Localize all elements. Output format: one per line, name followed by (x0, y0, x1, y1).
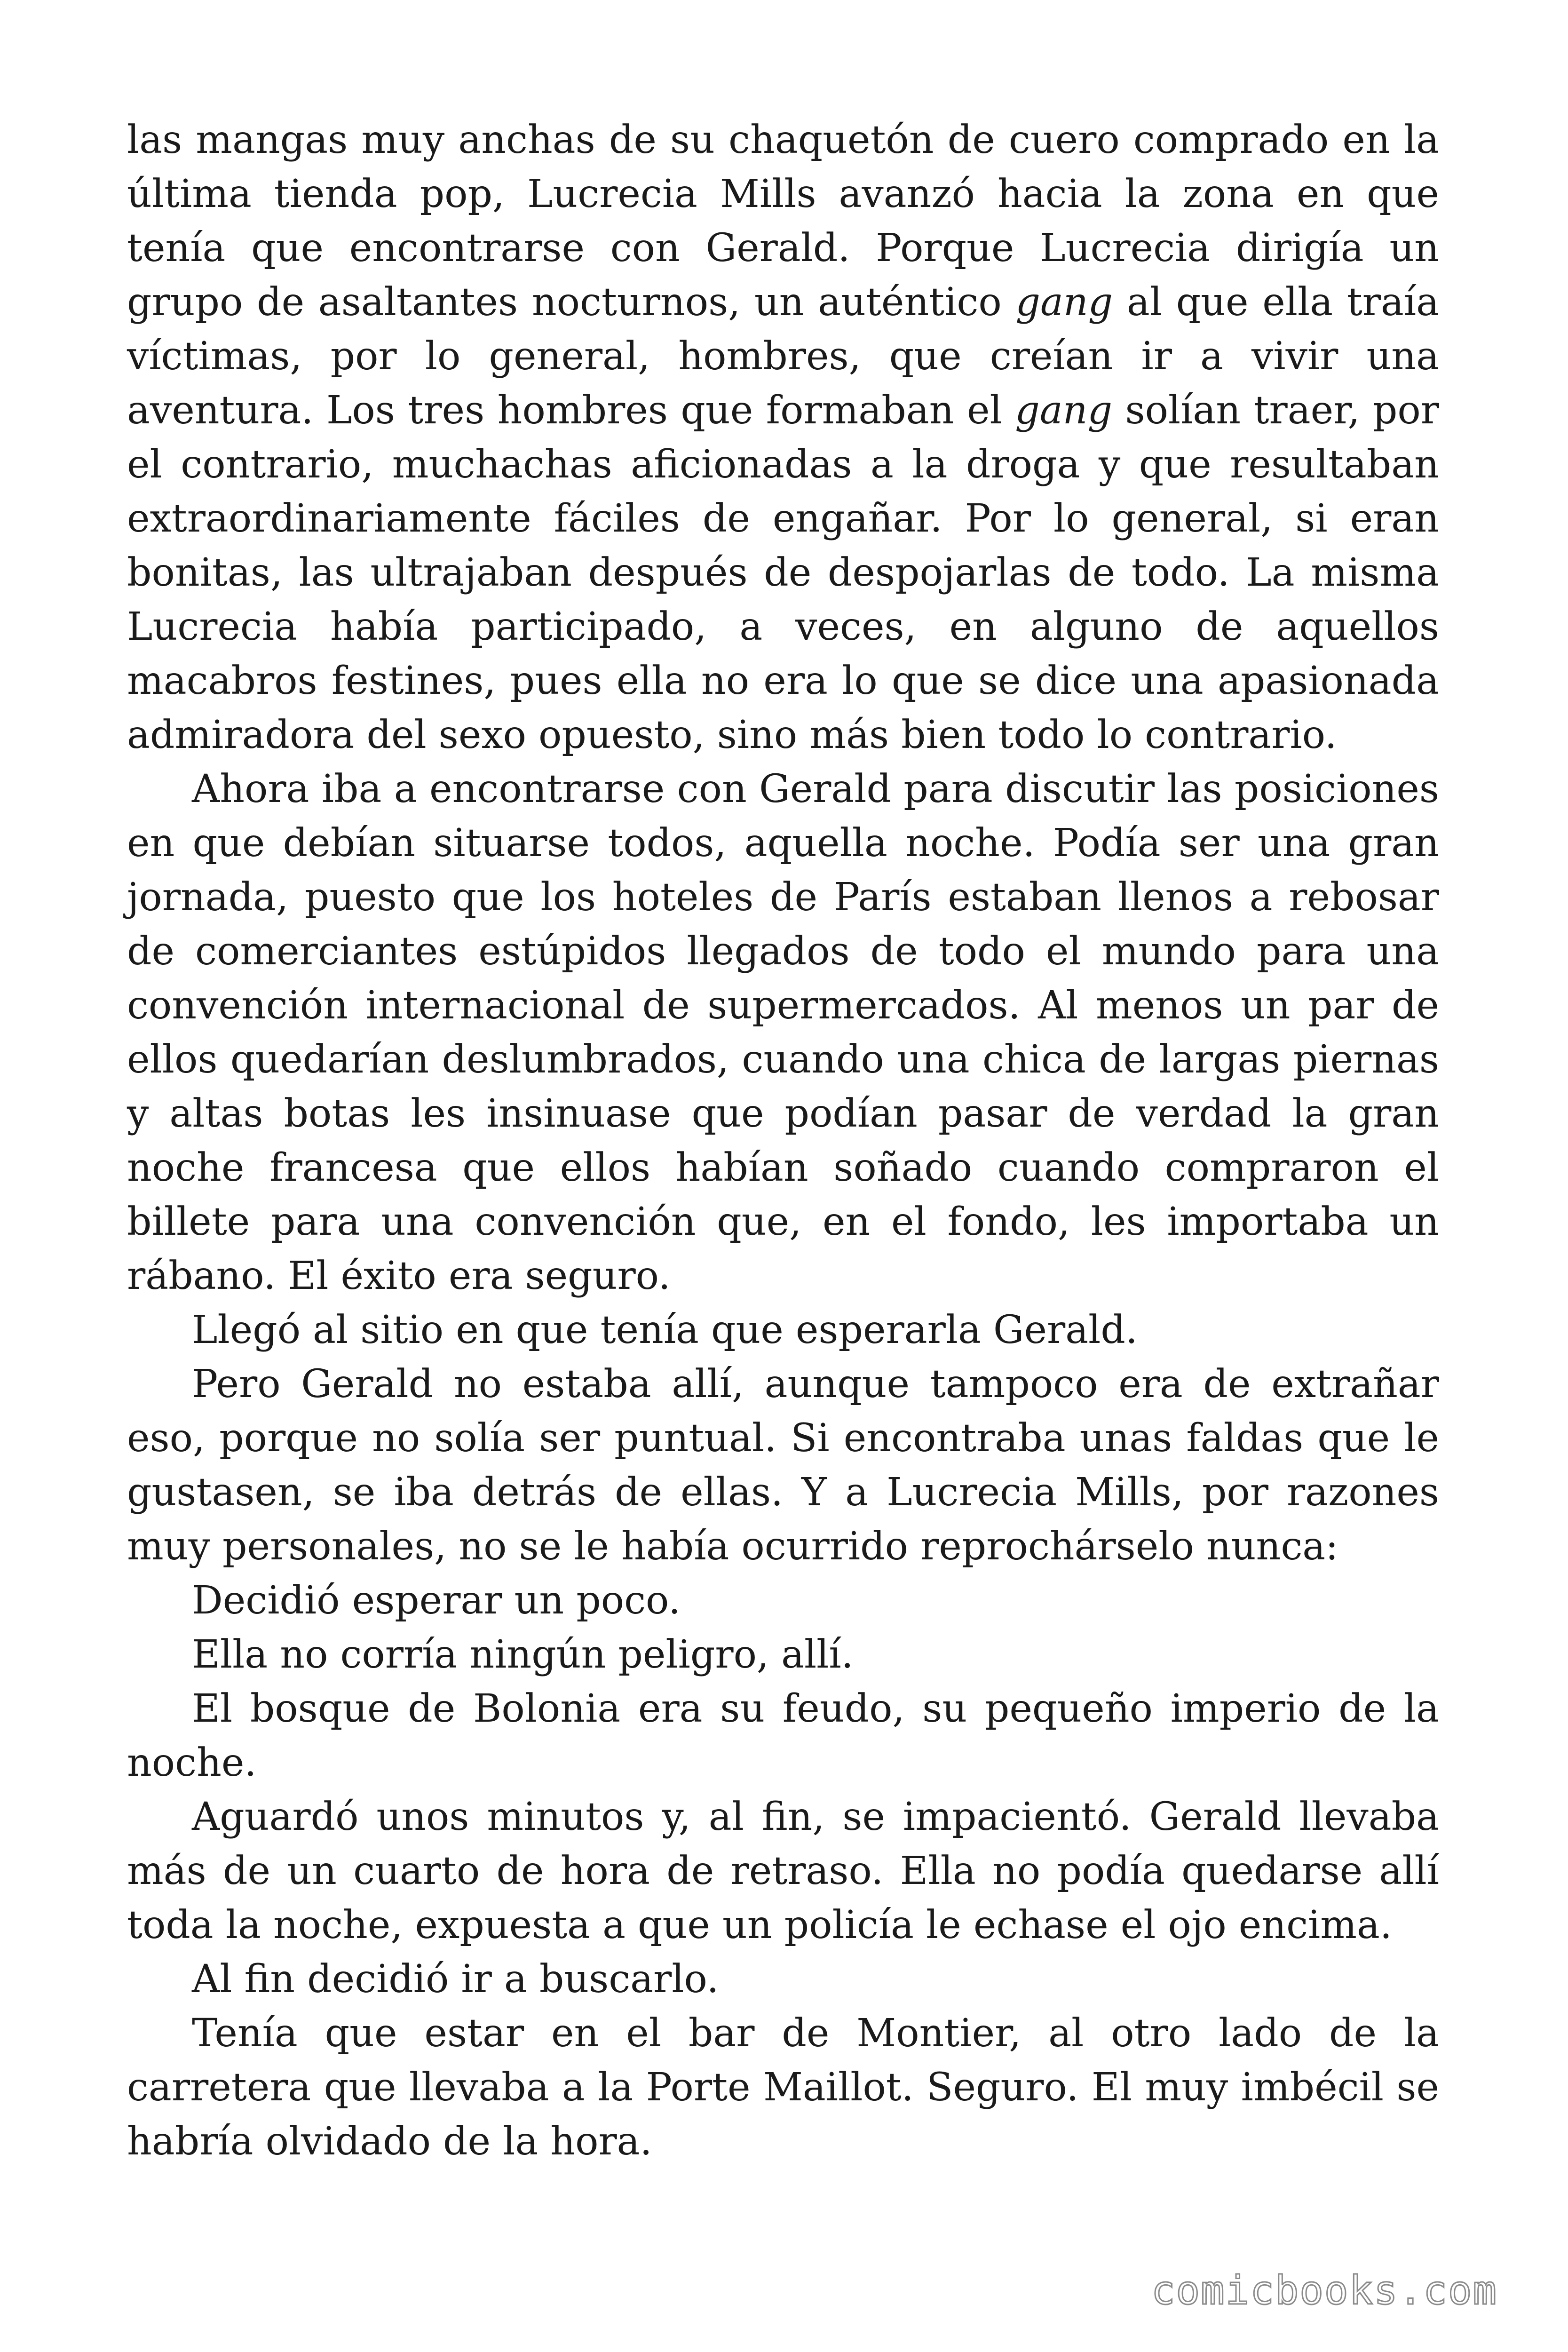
italic-word: gang (1015, 280, 1113, 325)
page-body (127, 113, 1439, 2169)
paragraph: Tenía que estar en el bar de Montier, al otro lado de la carretera que llevaba a la Porte Maillot. Seguro. El muy imbécil se habría olvidado de la hora. (127, 2011, 1439, 2164)
paragraph: las mangas muy anchas de su chaquetón de cuero comprado en la última tienda pop, Lucrecia Mills avanzó hacia la zona en que tenía que encontrarse con Gerald. Porque Lucrecia dirigía un grupo de asaltantes nocturnos, un auténtico gang al que ella traía víctimas, por lo general, hombres, que creían ir a vivir una aventura. Los tres hombres que formaban el gang solían traer, por el contrario, muchachas aficionadas a la droga y que resultaban extraordinariamente fáciles de engañar. Por lo general, si eran bonitas, las ultrajaban después de despojarlas de todo. La misma Lucrecia había participado, a veces, en alguno de aquellos macabros festines, pues ella no era lo que se dice una apasionada admiradora del sexo opuesto, sino más bien todo lo contrario. (127, 118, 1439, 757)
paragraph: Pero Gerald no estaba allí, aunque tampoco era de extrañar eso, porque no solía ser puntual. Si encontraba unas faldas que le gustasen, se iba detrás de ellas. Y a Lucrecia Mills, por razones muy personales, no se le había ocurrido reprochárselo nunca: (127, 1362, 1439, 1569)
watermark: comicbooks.com (1151, 2267, 1497, 2313)
paragraph: Decidió esperar un poco. (192, 1578, 681, 1623)
italic-word: gang (1015, 388, 1112, 433)
paragraph: Al fin decidió ir a buscarlo. (192, 1957, 719, 2002)
paragraph: Aguardó unos minutos y, al fin, se impacientó. Gerald llevaba más de un cuarto de hora de retraso. Ella no podía quedarse allí toda la noche, expuesta a que un policía le echase el ojo encima. (127, 1795, 1439, 1947)
paragraph: Ella no corría ningún peligro, allí. (192, 1632, 854, 1677)
paragraph: El bosque de Bolonia era su feudo, su pequeño imperio de la noche. (127, 1686, 1439, 1785)
paragraph: Ahora iba a encontrarse con Gerald para discutir las posiciones en que debían situarse todos, aquella noche. Podía ser una gran jornada, puesto que los hoteles de París estaban llenos a rebosar de comerciantes estúpidos llegados de todo el mundo para una convención internacional de supermercados. Al menos un par de ellos quedarían deslumbrados, cuando una chica de largas piernas y altas botas les insinuase que podían pasar de verdad la gran noche francesa que ellos habían soñado cuando compraron el billete para una convención que, en el fondo, les importaba un rábano. El éxito era seguro. (127, 767, 1439, 1298)
paragraph: Llegó al sitio en que tenía que esperarla Gerald. (192, 1308, 1138, 1352)
